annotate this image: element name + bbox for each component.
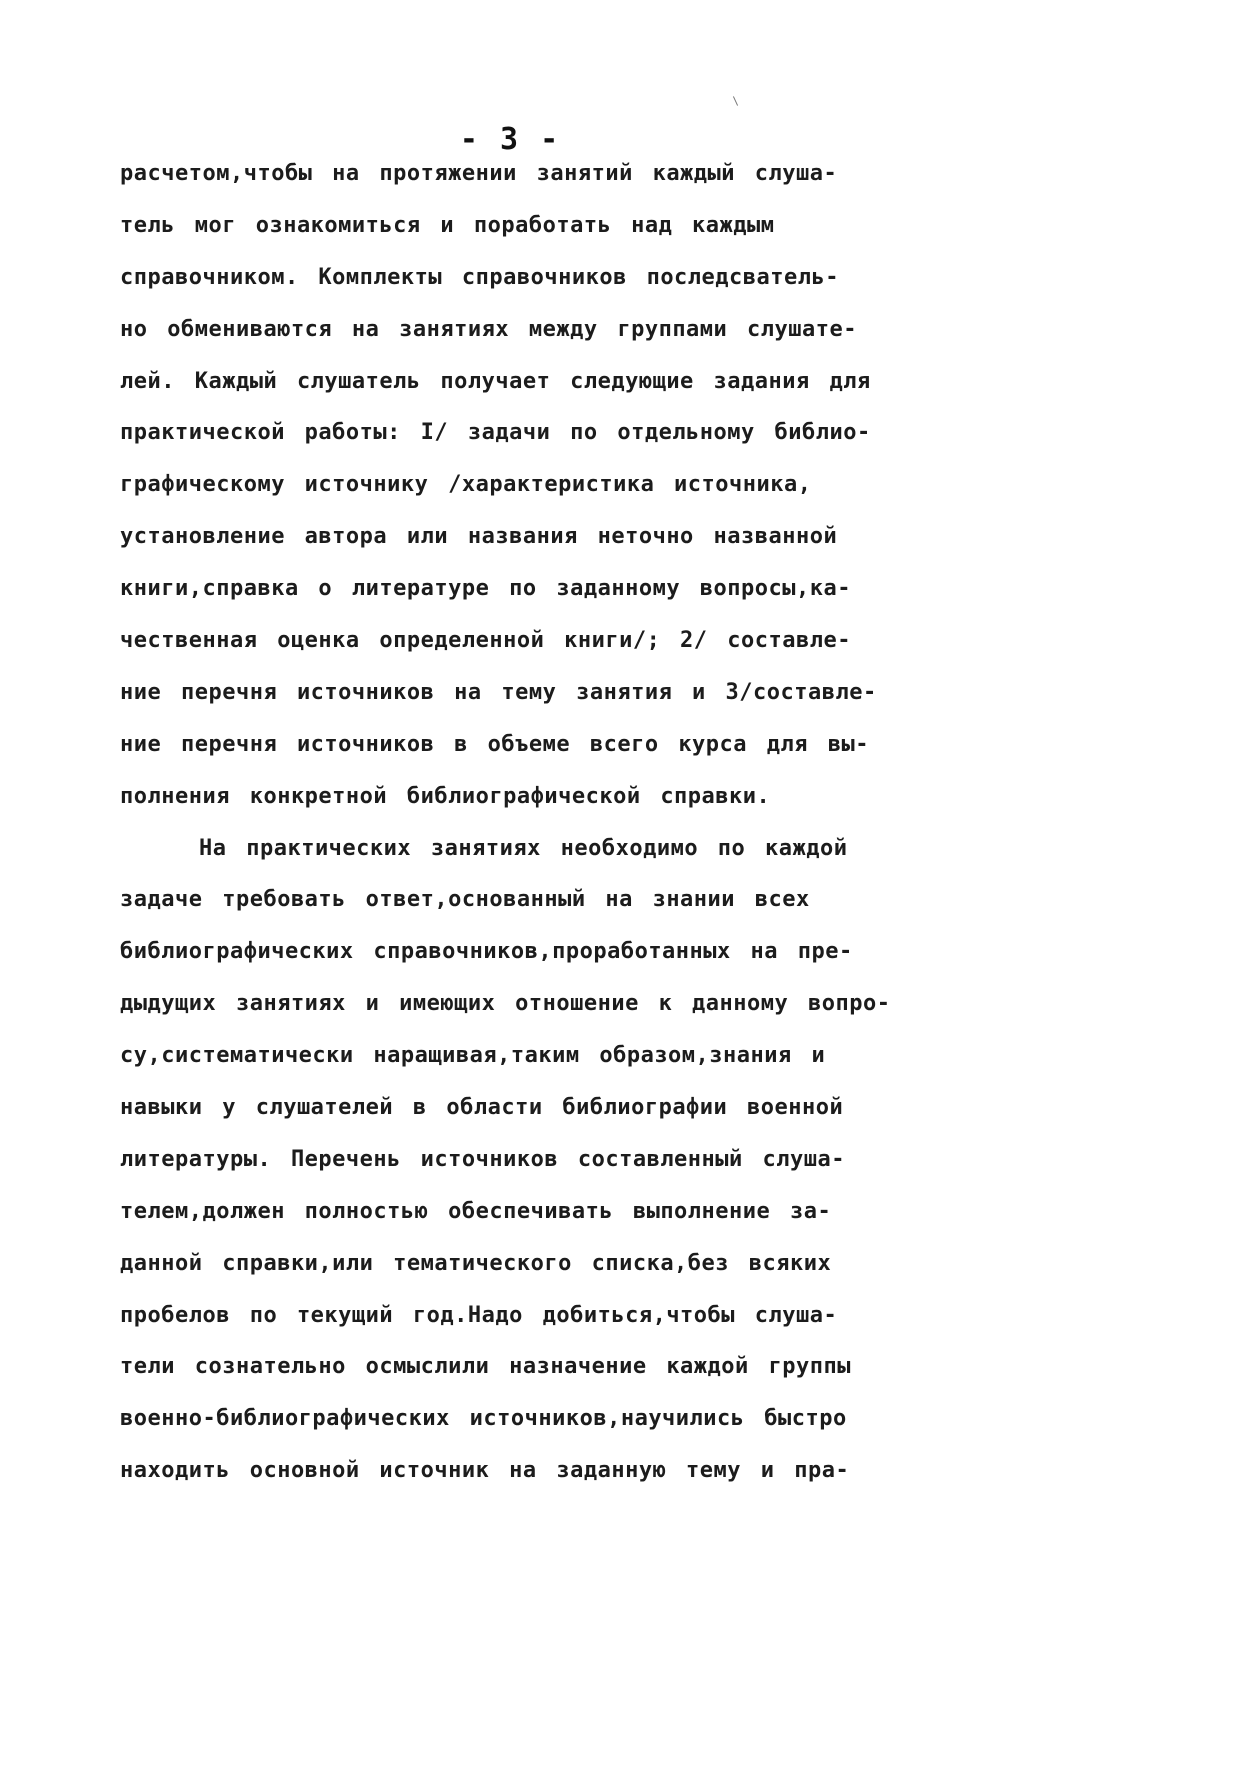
text-line: практической работы: I/ задачи по отдельному библио- bbox=[120, 420, 871, 446]
text-line: дыдущих занятиях и имеющих отношение к данному вопро- bbox=[120, 991, 891, 1017]
text-line: тель мог ознакомиться и поработать над каждым bbox=[120, 212, 775, 238]
text-line: На практических занятиях необходимо по каждой bbox=[120, 835, 848, 861]
text-line: военно-библиографических источников,научились быстро bbox=[120, 1406, 847, 1432]
scan-artifact bbox=[733, 96, 738, 105]
text-line: находить основной источник на заданную тему и пра- bbox=[120, 1458, 850, 1484]
text-line: ние перечня источников в объеме всего курса для вы- bbox=[120, 731, 870, 757]
text-line: су,систематически наращивая,таким образом,знания и bbox=[120, 1043, 826, 1069]
text-line: навыки у слушателей в области библиографии военной bbox=[120, 1095, 844, 1121]
text-line: полнения конкретной библиографической справки. bbox=[120, 783, 771, 809]
body-text bbox=[120, 148, 1180, 1497]
text-line: установление автора или названия неточно названной bbox=[120, 524, 838, 550]
page-number: - 3 - bbox=[459, 122, 561, 157]
text-line: лей. Каждый слушатель получает следующие задания для bbox=[120, 368, 871, 394]
text-line: графическому источнику /характеристика источника, bbox=[120, 472, 812, 498]
text-line: библиографических справочников,проработанных на пре- bbox=[120, 939, 853, 965]
text-line: справочником. Комплекты справочников последсватель- bbox=[120, 264, 840, 290]
text-line: книги,справка о литературе по заданному вопросы,ка- bbox=[120, 576, 852, 602]
text-line: тели сознательно осмыслили назначение каждой группы bbox=[120, 1354, 852, 1380]
text-line: данной справки,или тематического списка,без всяких bbox=[120, 1250, 832, 1276]
text-line: ние перечня источников на тему занятия и 3/составле- bbox=[120, 679, 877, 705]
text-line: пробелов по текущий год.Надо добиться,чтобы слуша- bbox=[120, 1302, 838, 1328]
text-line: телем,должен полностью обеспечивать выполнение за- bbox=[120, 1198, 832, 1224]
text-line: литературы. Перечень источников составленный слуша- bbox=[120, 1146, 846, 1172]
text-line: но обмениваются на занятиях между группами слушате- bbox=[120, 316, 858, 342]
text-line: задаче требовать ответ,основанный на знании всех bbox=[120, 887, 810, 913]
text-line: расчетом,чтобы на протяжении занятий каждый слуша- bbox=[120, 161, 838, 186]
text-line: чественная оценка определенной книги/; 2/ составле- bbox=[120, 628, 852, 654]
